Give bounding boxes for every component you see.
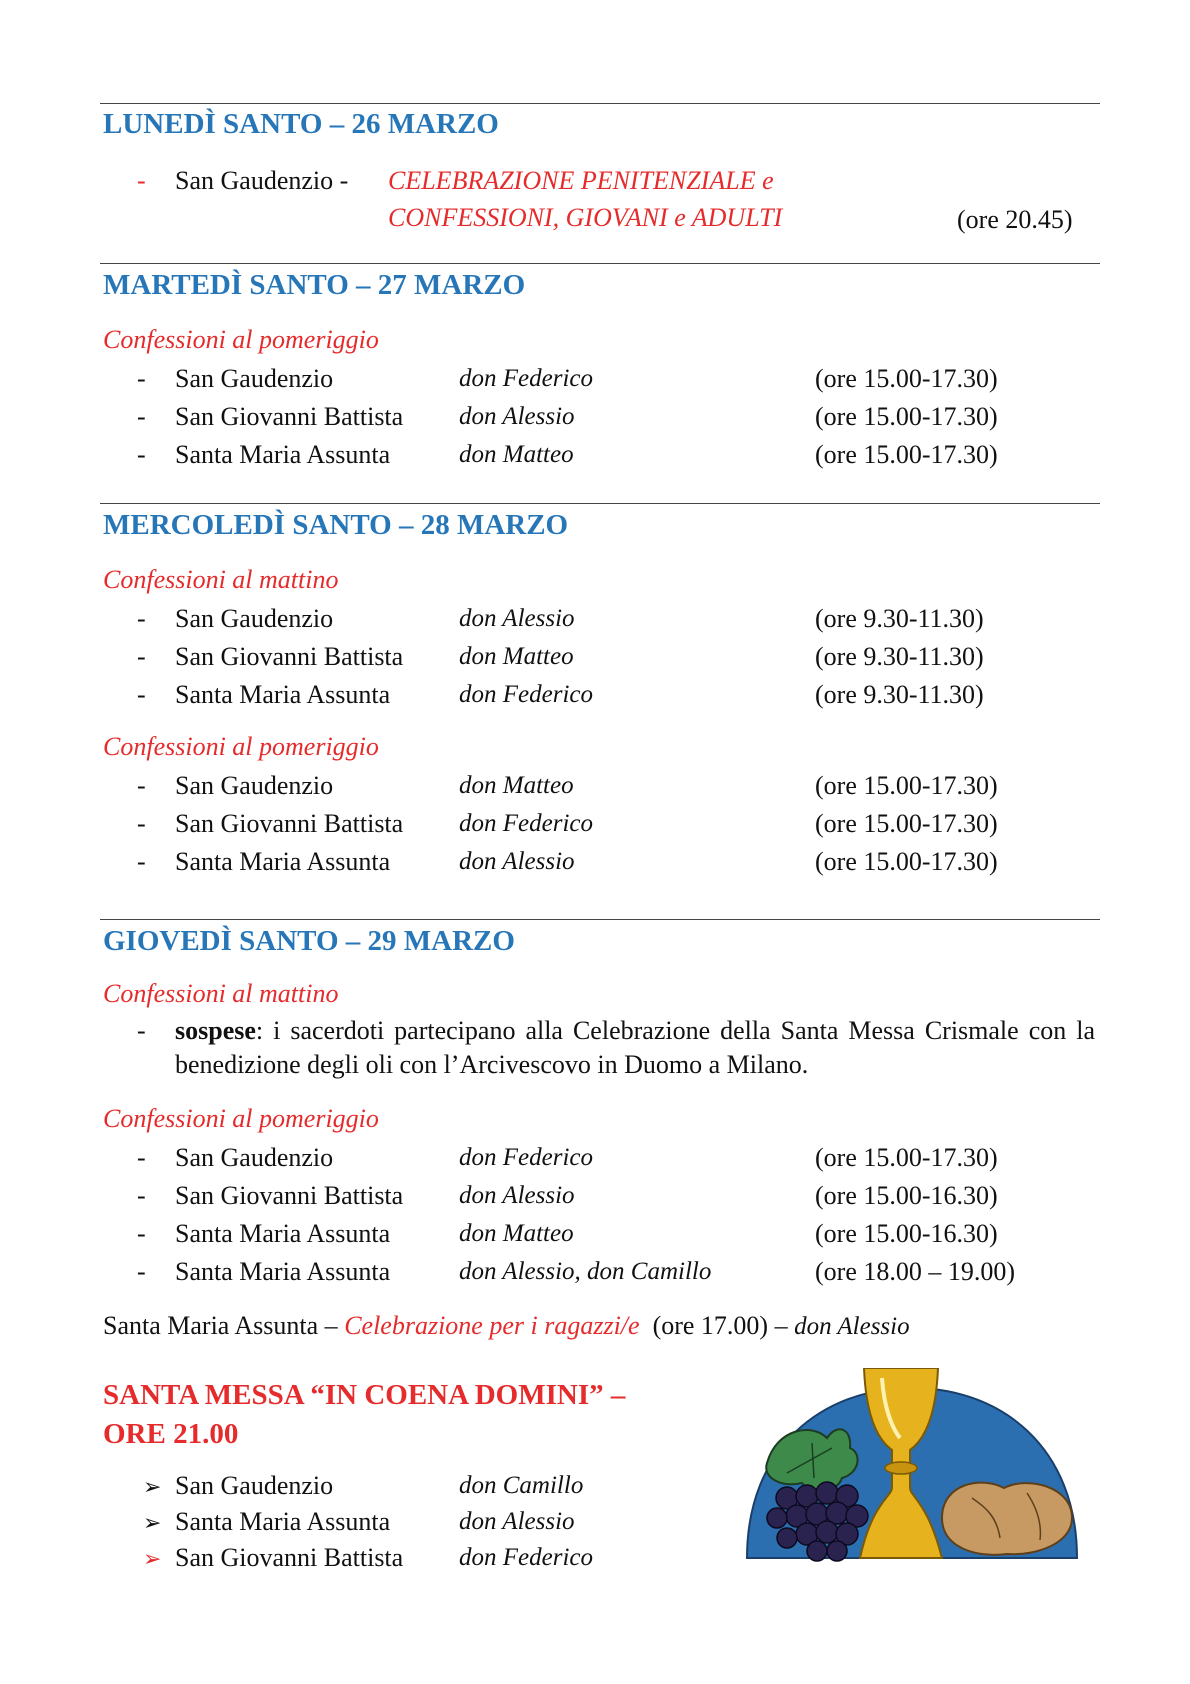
time-slot: (ore 15.00-16.30) (815, 1219, 998, 1248)
suspension-text: : i sacerdoti partecipano alla Celebrazione della Santa Messa Crismale con la benedizione degli oli con l’Arcivescovo in Duomo a Milano. (175, 1016, 1095, 1079)
arrow-bullet-icon: ➢ (143, 1474, 162, 1499)
place-name: San Gaudenzio (175, 771, 334, 800)
time-slot: (ore 9.30-11.30) (815, 680, 984, 709)
priest-name: don Alessio (459, 1182, 575, 1209)
priest-name: don Matteo (459, 1220, 574, 1247)
day-heading: GIOVEDÌ SANTO – 29 MARZO (103, 925, 515, 957)
section-label: Confessioni al mattino (103, 565, 339, 594)
place-name: San Giovanni Battista (175, 809, 404, 838)
suspension-note (175, 1014, 1095, 1082)
list-dash: - (137, 1143, 146, 1172)
list-dash: - (137, 604, 146, 633)
priest-name: don Federico (459, 1544, 593, 1571)
priest-name: don Federico (459, 810, 593, 837)
list-dash: - (137, 364, 146, 393)
section-label: Confessioni al mattino (103, 979, 339, 1008)
list-dash: - (137, 1016, 146, 1045)
time-slot: (ore 15.00-17.30) (815, 847, 998, 876)
time-slot: (ore 15.00-17.30) (815, 402, 998, 431)
divider (100, 263, 1100, 264)
section-label: Confessioni al pomeriggio (103, 732, 379, 761)
chalice-illustration (742, 1368, 1082, 1568)
suspended-label: sospese (175, 1016, 256, 1045)
priest-name: don Federico (459, 365, 593, 392)
event-name: Celebrazione per i ragazzi/e (344, 1311, 640, 1340)
priest-name: don Matteo (459, 772, 574, 799)
section-label: Confessioni al pomeriggio (103, 1104, 379, 1133)
place-name: San Giovanni Battista (175, 402, 404, 431)
list-dash: - (137, 809, 146, 838)
divider (100, 503, 1100, 504)
list-dash: - (137, 440, 146, 469)
list-dash: - (137, 847, 146, 876)
priest-name: don Matteo (459, 643, 574, 670)
list-dash: - (137, 1181, 146, 1210)
list-dash: - (137, 642, 146, 671)
arrow-bullet-icon: ➢ (143, 1546, 162, 1571)
time-slot: (ore 18.00 – 19.00) (815, 1257, 1016, 1286)
list-dash: - (137, 680, 146, 709)
event-name: CELEBRAZIONE PENITENZIALE e (388, 166, 774, 195)
mass-heading-line1: SANTA MESSA “IN COENA DOMINI” – (103, 1379, 626, 1411)
place-name: San Gaudenzio (175, 1471, 334, 1500)
time-slot: (ore 15.00-17.30) (815, 1143, 998, 1172)
list-dash: - (137, 1219, 146, 1248)
day-heading: MARTEDÌ SANTO – 27 MARZO (103, 269, 526, 301)
day-heading: MERCOLEDÌ SANTO – 28 MARZO (103, 509, 569, 541)
place-name: Santa Maria Assunta (175, 1507, 391, 1536)
priest-name: don Federico (459, 681, 593, 708)
time-slot: (ore 15.00-17.30) (815, 440, 998, 469)
place-name: San Giovanni Battista (175, 642, 404, 671)
priest-name: don Alessio, don Camillo (459, 1258, 712, 1285)
list-dash: - (137, 771, 146, 800)
place-name: Santa Maria Assunta (175, 680, 391, 709)
time-slot: (ore 15.00-16.30) (815, 1181, 998, 1210)
time-slot: (ore 15.00-17.30) (815, 809, 998, 838)
time-slot: (ore 15.00-17.30) (815, 771, 998, 800)
priest-name: don Alessio (459, 403, 575, 430)
time-slot: (ore 9.30-11.30) (815, 604, 984, 633)
place-name: San Gaudenzio (175, 604, 334, 633)
place-name: Santa Maria Assunta (175, 1219, 391, 1248)
place-name: Santa Maria Assunta (175, 847, 391, 876)
time-slot: (ore 15.00-17.30) (815, 364, 998, 393)
priest-name: don Federico (459, 1144, 593, 1171)
youth-celebration-line (103, 1311, 910, 1341)
priest-name: don Matteo (459, 441, 574, 468)
priest-name: don Camillo (459, 1472, 584, 1499)
place-name: Santa Maria Assunta – (103, 1311, 338, 1340)
place-name: Santa Maria Assunta (175, 1257, 391, 1286)
place-name: San Gaudenzio - (175, 166, 349, 195)
section-label: Confessioni al pomeriggio (103, 325, 379, 354)
place-name: Santa Maria Assunta (175, 440, 391, 469)
priest-name: don Alessio (459, 848, 575, 875)
event-name: CONFESSIONI, GIOVANI e ADULTI (388, 203, 783, 232)
event-time: (ore 20.45) (957, 205, 1073, 234)
place-name: San Gaudenzio (175, 364, 334, 393)
event-time: (ore 17.00) – (652, 1311, 788, 1340)
divider (100, 103, 1100, 104)
list-dash: - (137, 1257, 146, 1286)
place-name: San Gaudenzio (175, 1143, 334, 1172)
list-dash: - (137, 166, 146, 195)
mass-heading-line2: ORE 21.00 (103, 1418, 239, 1450)
place-name: San Giovanni Battista (175, 1181, 404, 1210)
priest-name: don Alessio (459, 1508, 575, 1535)
time-slot: (ore 9.30-11.30) (815, 642, 984, 671)
place-name: San Giovanni Battista (175, 1543, 404, 1572)
day-heading: LUNEDÌ SANTO – 26 MARZO (103, 108, 499, 140)
divider (100, 919, 1100, 920)
priest-name: don Alessio (459, 605, 575, 632)
list-dash: - (137, 402, 146, 431)
arrow-bullet-icon: ➢ (143, 1510, 162, 1535)
priest-name: don Alessio (794, 1313, 910, 1340)
